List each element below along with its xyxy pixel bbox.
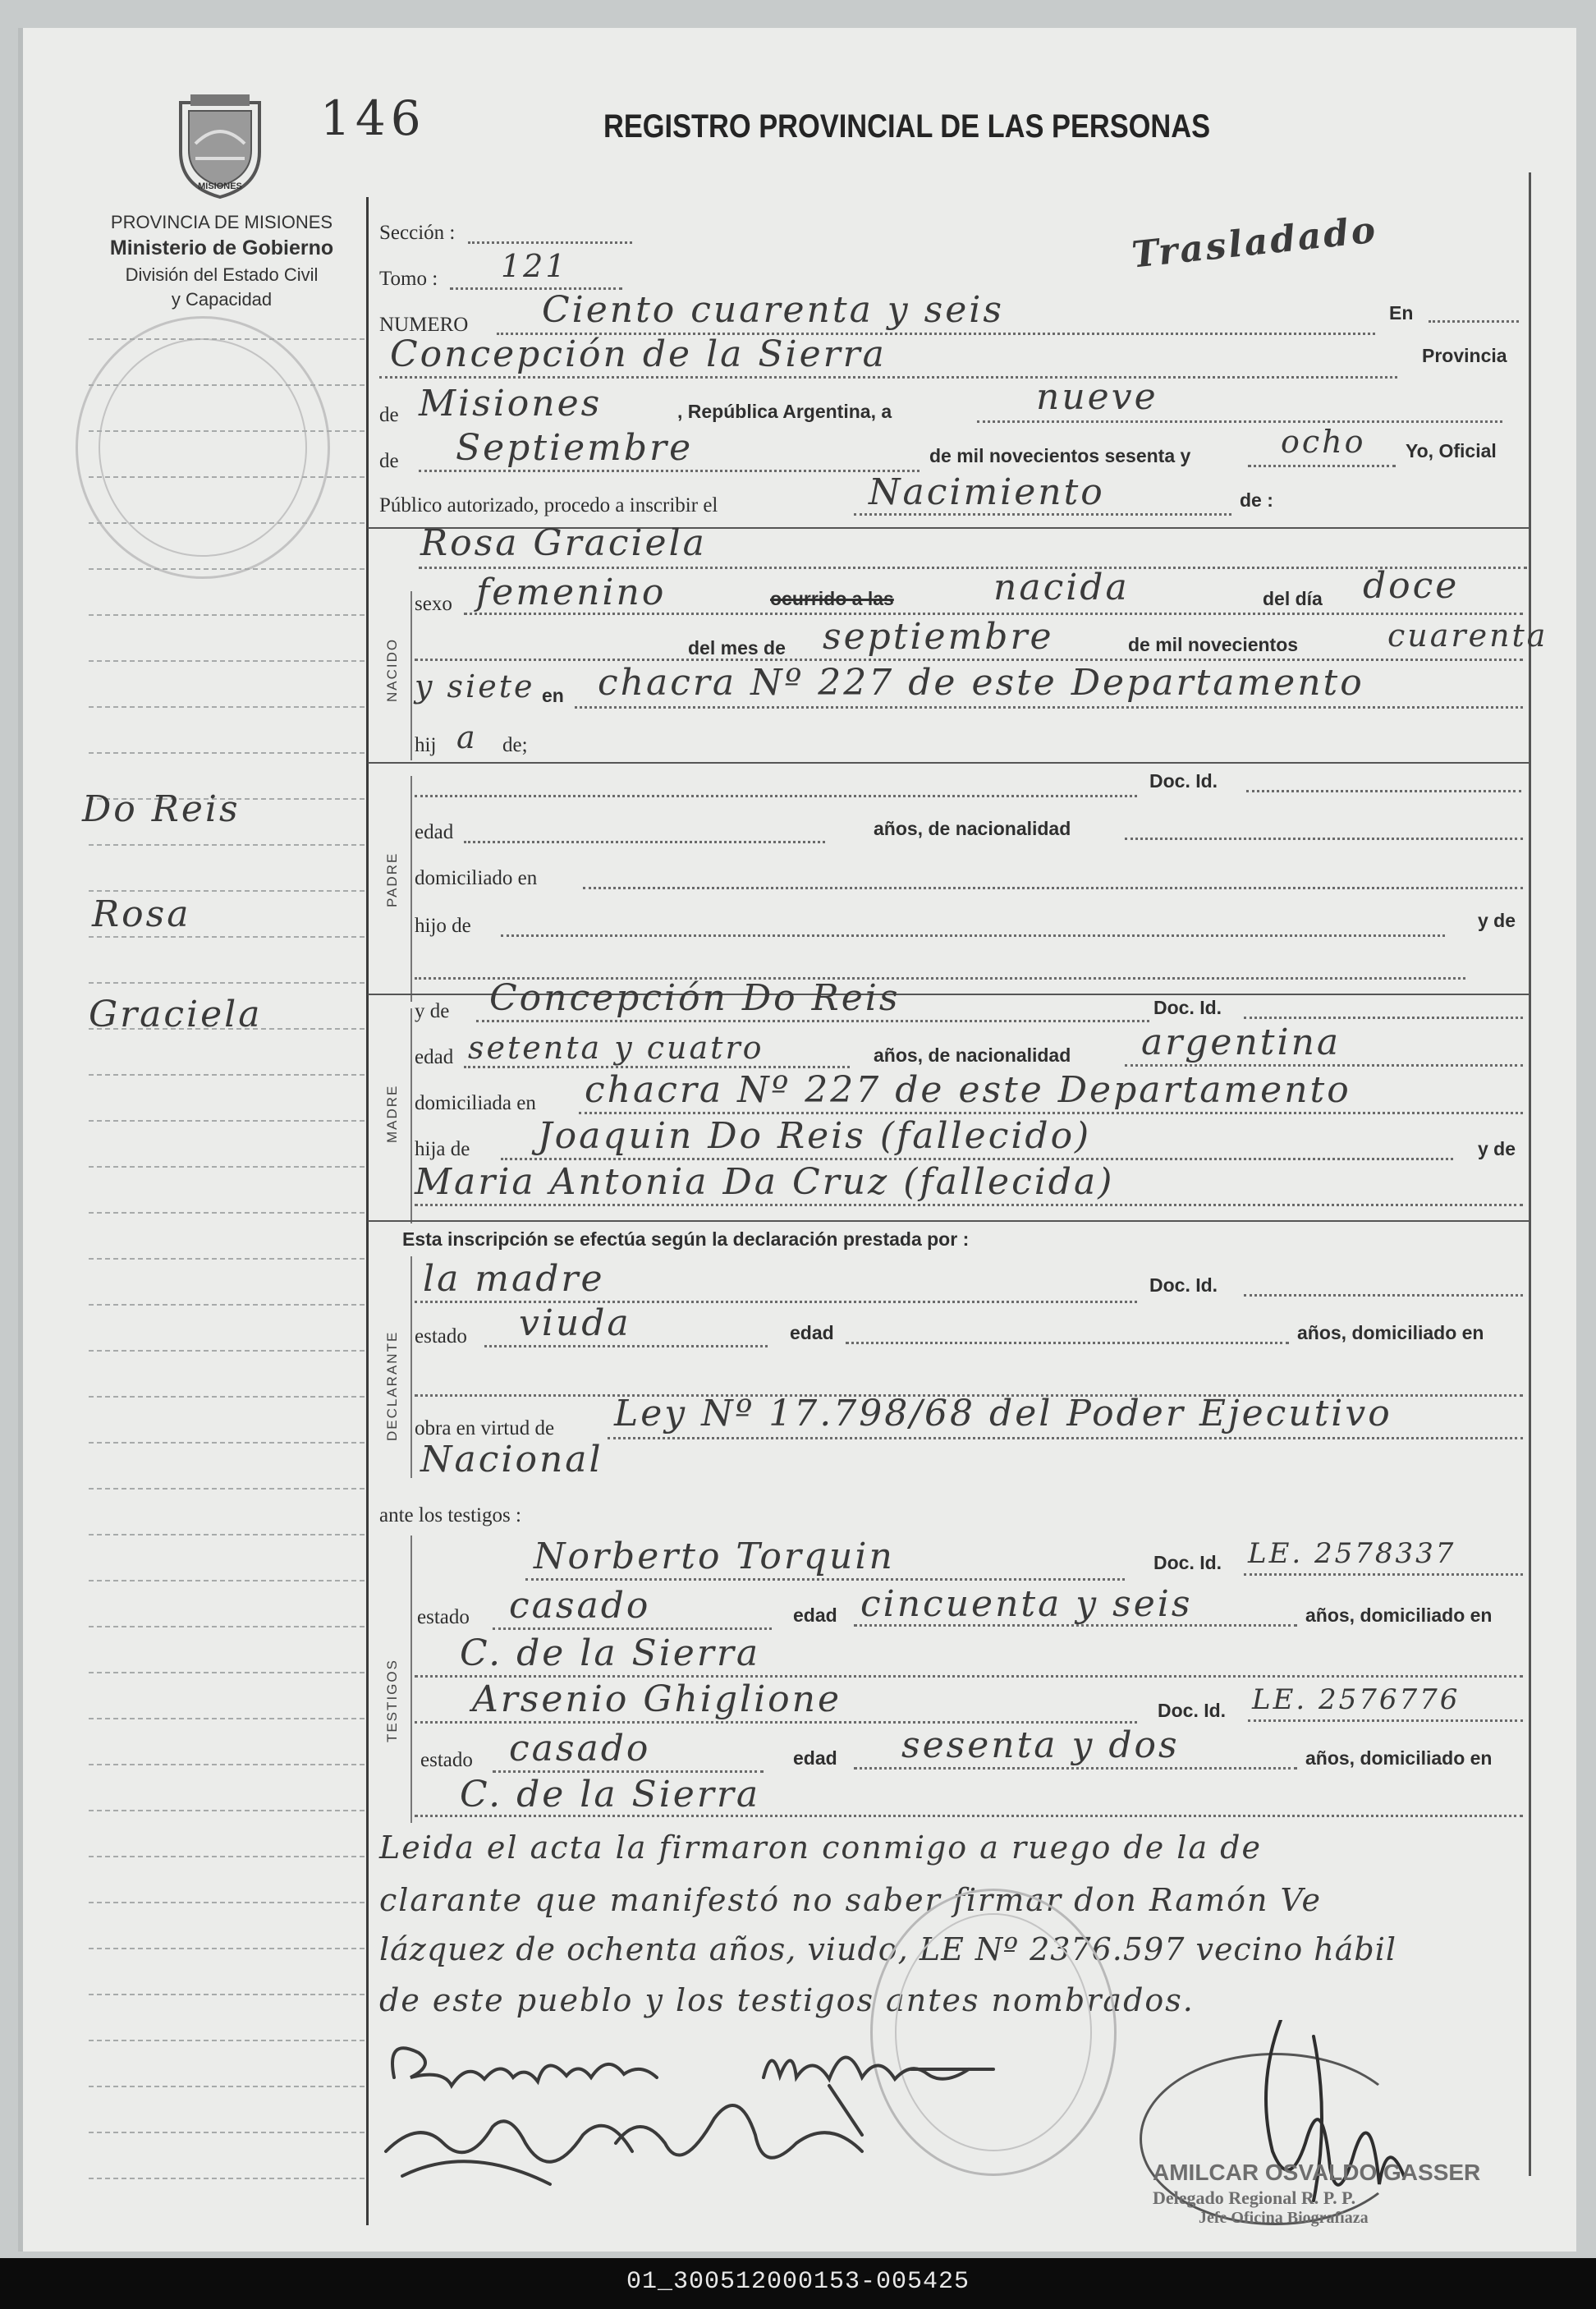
closing-line-3: lázquez de ochenta años, viudo, LE Nº 2376.597 vecino hábil xyxy=(379,1931,1397,1967)
value-lugar: Concepción de la Sierra xyxy=(390,333,887,375)
fill-acta xyxy=(854,513,1231,516)
frame-right-line xyxy=(1529,172,1531,2176)
value-anio: ocho xyxy=(1281,424,1366,460)
label-del-mes: del mes de xyxy=(688,637,786,659)
label-edad-testigo2: edad xyxy=(793,1747,837,1769)
fill-madre-nombre xyxy=(476,1020,1149,1022)
label-hij: hij xyxy=(415,734,437,756)
label-publico: Público autorizado, procedo a inscribir el xyxy=(379,494,718,516)
fill-ley xyxy=(608,1437,1523,1439)
value-numero: Ciento cuarenta y seis xyxy=(542,289,1004,331)
label-doc-id-madre: Doc. Id. xyxy=(1153,997,1222,1018)
label-tomo: Tomo : xyxy=(379,268,438,290)
label-republica: , República Argentina, a xyxy=(677,401,892,422)
label-domiciliado-padre: domiciliado en xyxy=(415,867,538,889)
crest-text: MISIONES xyxy=(198,181,242,191)
fill-madre-edad xyxy=(464,1066,850,1068)
office-province: PROVINCIA DE MISIONES xyxy=(110,212,333,232)
fill-testigo2 xyxy=(415,1721,1137,1724)
signature-ramon xyxy=(386,2048,657,2184)
margin-note-middle-name: Graciela xyxy=(89,994,263,1035)
value-provincia: Misiones xyxy=(419,383,603,425)
label-de-semi: de; xyxy=(502,734,528,756)
value-testigo1-estado: casado xyxy=(509,1585,651,1627)
label-seccion: Sección : xyxy=(379,222,456,244)
section-testigos-line xyxy=(410,1536,412,1823)
value-sexo: femenino xyxy=(476,572,667,613)
label-edad-padre: edad xyxy=(415,821,454,843)
fill-lugar xyxy=(379,376,1397,379)
label-doc-id-testigo1: Doc. Id. xyxy=(1153,1552,1222,1573)
section-declarante: DECLARANTE xyxy=(384,1330,400,1441)
label-edad-declarante: edad xyxy=(790,1322,834,1343)
fill-padre-doc xyxy=(1246,790,1521,792)
signature-ghiglione xyxy=(616,2105,862,2158)
label-de-mil: de mil novecientos sesenta y xyxy=(929,445,1191,466)
label-anos-domic-testigo2: años, domiciliado en xyxy=(1305,1747,1493,1769)
fill-madre-padre xyxy=(501,1158,1453,1160)
value-madre-edad: setenta y cuatro xyxy=(468,1030,764,1066)
margin-note-surname: Do Reis xyxy=(82,788,241,830)
label-numero: NUMERO xyxy=(379,314,469,336)
fill-nombre xyxy=(419,567,1527,569)
fill-testigo1-estado xyxy=(493,1627,772,1630)
label-domiciliada: domiciliada en xyxy=(415,1092,536,1114)
label-obra: obra en virtud de xyxy=(415,1417,555,1439)
margin-note-name: Rosa xyxy=(92,893,191,935)
fill-padre-edad xyxy=(464,841,825,843)
value-lugar-nac: chacra Nº 227 de este Departamento xyxy=(598,662,1364,704)
office-ministry: Ministerio de Gobierno xyxy=(109,236,334,259)
fill-declarante-estado xyxy=(484,1345,768,1347)
closing-line-1: Leida el acta la firmaron conmigo a ruego de la de xyxy=(379,1829,1262,1866)
value-testigo1-doc: LE. 2578337 xyxy=(1248,1537,1456,1570)
fill-testigo2-estado xyxy=(493,1770,764,1773)
fill-seccion xyxy=(468,241,632,244)
value-testigo2-estado: casado xyxy=(509,1728,651,1770)
fill-testigo1 xyxy=(525,1578,1125,1581)
value-dia: nueve xyxy=(1036,376,1158,418)
section-madre-line xyxy=(410,1008,412,1223)
section-padre-line xyxy=(410,776,412,1002)
label-ocurrido-struck: ocurrido a las xyxy=(770,588,894,609)
page-title: REGISTRO PROVINCIAL DE LAS PERSONAS xyxy=(603,108,1211,145)
label-doc-id-declarante: Doc. Id. xyxy=(1149,1274,1218,1296)
fill-abuelo xyxy=(501,934,1445,937)
value-testigo1-edad: cincuenta y seis xyxy=(860,1583,1193,1625)
value-ley: Ley Nº 17.798/68 del Poder Ejecutivo xyxy=(614,1393,1392,1435)
label-doc-id-padre: Doc. Id. xyxy=(1149,770,1218,792)
value-madre-nombre: Concepción Do Reis xyxy=(489,977,901,1019)
fill-mes-nac xyxy=(415,659,1523,661)
value-anio-nac-b: y siete xyxy=(415,668,535,705)
closing-line-2: clarante que manifestó no saber firmar don Ramón Ve xyxy=(379,1882,1322,1918)
label-estado-declarante: estado xyxy=(415,1325,467,1347)
value-madre-domicilio: chacra Nº 227 de este Departamento xyxy=(585,1069,1351,1111)
label-de-mes: de xyxy=(379,450,399,472)
signature-turquin xyxy=(764,2057,993,2135)
value-declarante: la madre xyxy=(423,1258,605,1300)
closing-line-4: de este pueblo y los testigos antes nombrados. xyxy=(379,1982,1195,2018)
fill-en xyxy=(1429,320,1519,323)
fill-dia xyxy=(977,420,1502,423)
fill-declarante-edad xyxy=(846,1342,1289,1344)
divider-declarante-top xyxy=(368,1220,1529,1222)
fill-testigo1-doc xyxy=(1244,1573,1523,1576)
fill-testigo1-domicilio xyxy=(415,1675,1523,1678)
label-de-mil-2: de mil novecientos xyxy=(1128,634,1299,655)
value-testigo2-edad: sesenta y dos xyxy=(901,1724,1180,1766)
label-estado-testigo2: estado xyxy=(420,1749,473,1771)
value-testigo2: Arsenio Ghiglione xyxy=(472,1678,842,1720)
value-nombre: Rosa Graciela xyxy=(420,522,707,564)
official-stamp-role: Delegado Regional R. P. P. xyxy=(1153,2187,1356,2208)
value-testigo1: Norberto Torquin xyxy=(534,1536,895,1577)
fill-testigo2-edad xyxy=(854,1767,1297,1770)
section-testigos: TESTIGOS xyxy=(384,1659,400,1742)
fill-declarante-doc xyxy=(1244,1294,1523,1297)
section-nacido: NACIDO xyxy=(384,637,400,702)
fill-lugar-nac xyxy=(575,706,1523,709)
value-acta: Nacimiento xyxy=(869,471,1105,513)
fill-mes xyxy=(419,470,920,472)
office-division: División del Estado Civil xyxy=(125,264,319,285)
divider-padre-top xyxy=(368,762,1529,764)
value-dia-nac: doce xyxy=(1363,565,1460,607)
label-del-dia: del día xyxy=(1263,588,1323,609)
label-doc-id-testigo2: Doc. Id. xyxy=(1158,1700,1227,1721)
file-label: 01_300512000153-005425 xyxy=(626,2268,970,2296)
value-testigo2-domicilio: C. de la Sierra xyxy=(460,1774,761,1816)
value-hij-suffix: a xyxy=(456,719,478,755)
label-de-provincia: de xyxy=(379,404,399,426)
value-mes: Septiembre xyxy=(456,427,694,469)
value-madre-nac: argentina xyxy=(1141,1021,1341,1063)
label-hija-de: hija de xyxy=(415,1138,470,1160)
office-capacity: y Capacidad xyxy=(171,289,273,310)
label-de-colon: de : xyxy=(1240,489,1273,511)
label-en-2: en xyxy=(542,685,564,706)
label-anos-domic-declarante: años, domiciliado en xyxy=(1297,1322,1484,1343)
section-declarante-line xyxy=(410,1256,412,1478)
fill-padre-nac xyxy=(1125,838,1523,840)
value-testigo1-domicilio: C. de la Sierra xyxy=(460,1632,761,1674)
value-declarante-estado: viuda xyxy=(519,1302,631,1344)
annotation-trasladado: Trasladado xyxy=(1130,209,1380,277)
province-crest xyxy=(172,94,268,205)
official-stamp-name: AMILCAR OSVALDO GASSER xyxy=(1153,2160,1481,2185)
value-anio-nac-a: cuarenta xyxy=(1387,617,1548,654)
margin-seal-inner xyxy=(99,338,307,557)
value-tomo: 121 xyxy=(501,248,568,284)
label-ante-testigos: ante los testigos : xyxy=(379,1504,521,1526)
fill-madre-doc xyxy=(1244,1017,1523,1019)
label-edad-madre: edad xyxy=(415,1046,454,1068)
label-y-de-madre-2: y de xyxy=(1478,1138,1516,1159)
fill-padre-nombre xyxy=(415,795,1137,797)
label-inscripcion: Esta inscripción se efectúa según la declaración prestada por : xyxy=(402,1228,970,1250)
fill-anio xyxy=(1248,465,1396,467)
label-estado-testigo1: estado xyxy=(417,1606,470,1628)
fill-madre-nac xyxy=(1125,1064,1523,1067)
fill-padre-domicilio xyxy=(583,887,1523,889)
section-padre: PADRE xyxy=(384,852,400,907)
section-nacido-line xyxy=(410,591,412,760)
value-madre-padre: Joaquin Do Reis (fallecido) xyxy=(538,1115,1092,1157)
value-ley-2: Nacional xyxy=(420,1439,603,1480)
label-y-de-madre: y de xyxy=(415,1000,450,1022)
label-edad-testigo1: edad xyxy=(793,1604,837,1626)
section-madre: MADRE xyxy=(384,1084,400,1143)
fill-madre-madre xyxy=(415,1204,1523,1206)
fill-madre-domicilio xyxy=(579,1112,1523,1114)
label-y-de-padre: y de xyxy=(1478,910,1516,931)
value-testigo2-doc: LE. 2576776 xyxy=(1252,1683,1461,1716)
value-nacida: nacida xyxy=(993,567,1130,608)
folio-number: 146 xyxy=(320,90,426,146)
label-provincia: Provincia xyxy=(1422,345,1507,366)
value-madre-madre: Maria Antonia Da Cruz (fallecida) xyxy=(415,1161,1115,1203)
label-anos-domic-testigo1: años, domiciliado en xyxy=(1305,1604,1493,1626)
fill-testigo2-doc xyxy=(1248,1719,1523,1722)
label-yo-oficial: Yo, Oficial xyxy=(1406,440,1497,461)
label-en: En xyxy=(1389,302,1414,324)
frame-left-line xyxy=(366,197,369,2225)
label-anos-nac-padre: años, de nacionalidad xyxy=(874,818,1071,839)
official-stamp-office: Jefe Oficina Biografiaza xyxy=(1199,2209,1369,2227)
value-mes-nac: septiembre xyxy=(823,616,1054,658)
label-hijo-de: hijo de xyxy=(415,915,471,937)
label-anos-nac-madre: años, de nacionalidad xyxy=(874,1044,1071,1066)
label-sexo: sexo xyxy=(415,593,452,615)
